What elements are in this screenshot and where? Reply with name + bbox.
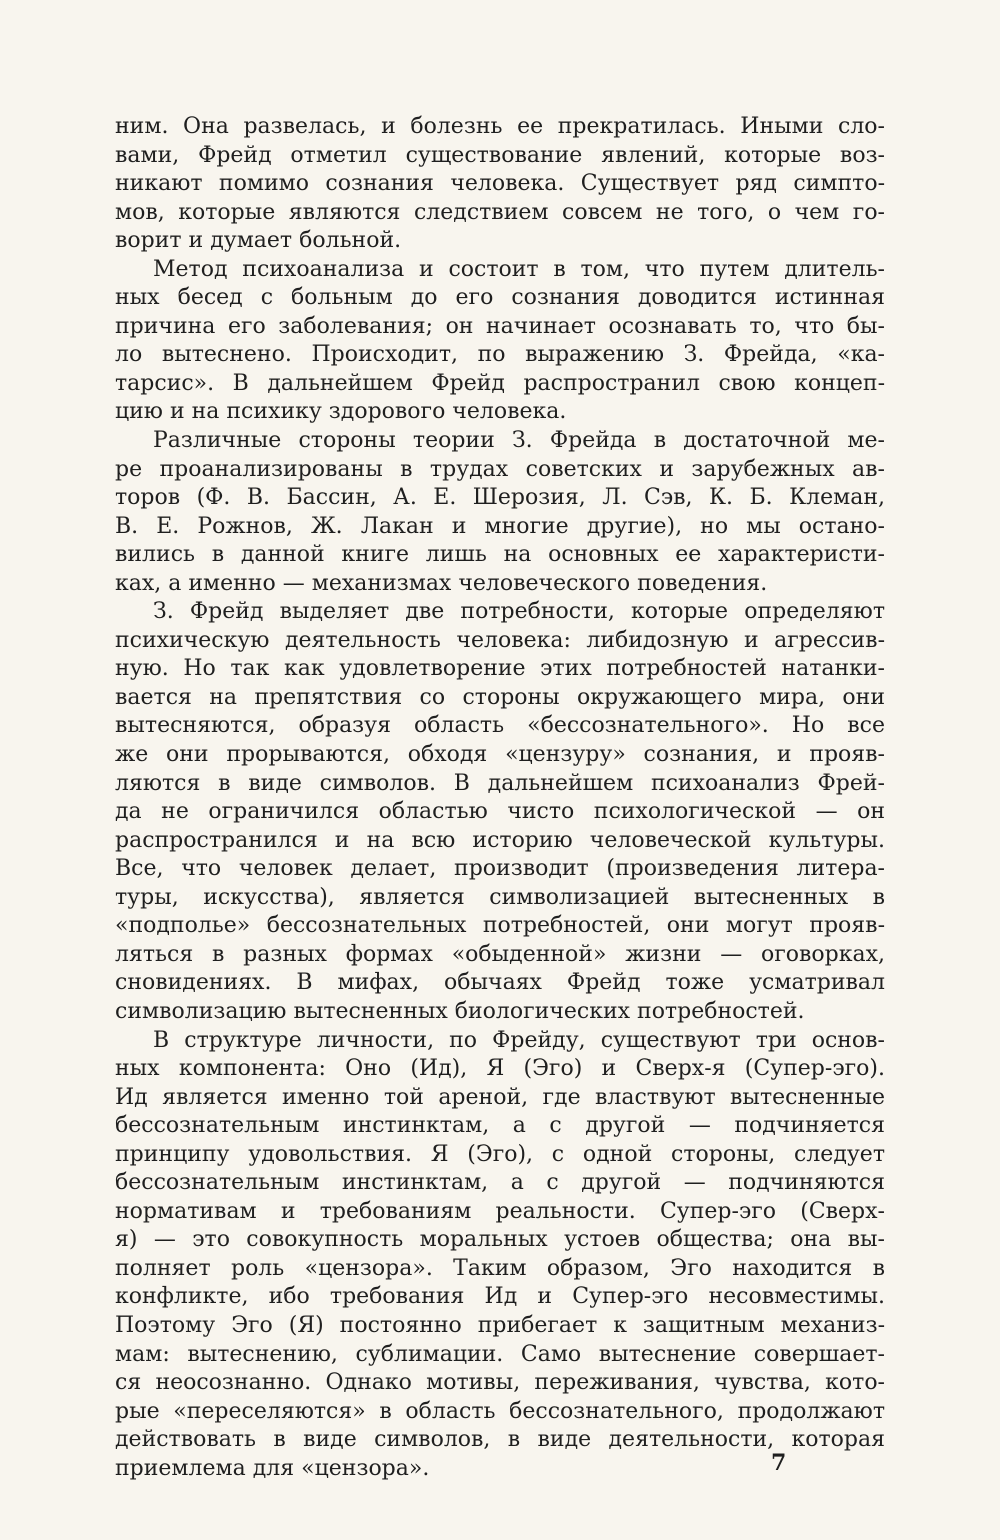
text-line: З. Фрейд выделяет две потребности, которые определяют xyxy=(153,599,885,625)
text-line: вытесняются, образуя область «бессознательного». Но все xyxy=(115,713,885,739)
body-text xyxy=(115,113,885,1483)
text-line: вами, Фрейд отметил существование явлений, которые воз- xyxy=(115,142,885,168)
text-line: принципу удовольствия. Я (Эго), с одной стороны, следует xyxy=(115,1141,885,1167)
text-line: да не ограничился областью чисто психологической — он xyxy=(115,799,885,825)
text-line: распространился и на всю историю человеческой культуры. xyxy=(115,827,885,853)
text-line: ных бесед с больным до его сознания доводится истинная xyxy=(115,285,885,311)
text-line: действовать в виде символов, в виде деятельности, которая xyxy=(115,1427,885,1453)
text-line: же они прорываются, обходя «цензуру» сознания, и прояв- xyxy=(115,742,885,768)
text-line: сновидениях. В мифах, обычаях Фрейд тоже усматривал xyxy=(115,970,885,996)
text-line: ворит и думает больной. xyxy=(115,228,402,254)
text-line: я) — это совокупность моральных устоев общества; она вы- xyxy=(115,1227,885,1253)
text-line: цию и на психику здорового человека. xyxy=(115,399,567,425)
text-line: туры, искусства), является символизацией вытесненных в xyxy=(115,884,885,910)
text-line: «подполье» бессознательных потребностей, они могут прояв- xyxy=(115,913,885,939)
page-number: 7 xyxy=(771,1450,787,1476)
text-line: мов, которые являются следствием совсем не того, о чем го- xyxy=(115,199,885,225)
text-line: ся неосознанно. Однако мотивы, переживания, чувства, кото- xyxy=(115,1370,885,1396)
text-line: тарсис». В дальнейшем Фрейд распространил свою концеп- xyxy=(115,370,885,396)
text-line: ляться в разных формах «обыденной» жизни — оговорках, xyxy=(115,941,885,967)
text-line: вились в данной книге лишь на основных ее характеристи- xyxy=(115,542,885,568)
text-line: ках, а именно — механизмах человеческого поведения. xyxy=(115,570,768,596)
text-line: приемлема для «цензора». xyxy=(115,1455,430,1481)
text-line: Метод психоанализа и состоит в том, что путем длитель- xyxy=(153,256,885,282)
text-line: причина его заболевания; он начинает осознавать то, что бы- xyxy=(115,313,885,339)
text-line: ре проанализированы в трудах советских и зарубежных ав- xyxy=(115,456,885,482)
text-line: Различные стороны теории З. Фрейда в достаточной ме- xyxy=(153,428,885,454)
text-line: мам: вытеснению, сублимации. Само вытеснение совершает- xyxy=(115,1341,885,1367)
text-line: полняет роль «цензора». Таким образом, Эго находится в xyxy=(115,1255,885,1281)
text-line: ляются в виде символов. В дальнейшем психоанализ Фрей- xyxy=(115,770,885,796)
text-line: символизацию вытесненных биологических потребностей. xyxy=(115,998,805,1024)
text-line: ных компонента: Оно (Ид), Я (Эго) и Сверх-я (Супер-эго). xyxy=(115,1056,885,1082)
text-line: В. Е. Рожнов, Ж. Лакан и многие другие), но мы остано- xyxy=(115,513,885,539)
text-line: нормативам и требованиям реальности. Супер-эго (Сверх- xyxy=(115,1198,885,1224)
text-line: ную. Но так как удовлетворение этих потребностей натанки- xyxy=(115,656,885,682)
text-line: никают помимо сознания человека. Существует ряд симпто- xyxy=(115,171,885,197)
text-line: рые «переселяются» в область бессознательного, продолжают xyxy=(115,1398,885,1424)
text-line: ним. Она развелась, и болезнь ее прекратилась. Иными сло- xyxy=(115,114,885,139)
text-line: Все, что человек делает, производит (произведения литера- xyxy=(115,856,885,882)
text-line: конфликте, ибо требования Ид и Супер-эго несовместимы. xyxy=(115,1284,885,1310)
text-line: Поэтому Эго (Я) постоянно прибегает к защитным механиз- xyxy=(115,1312,885,1338)
text-line: Ид является именно той ареной, где властвуют вытесненные xyxy=(115,1084,885,1110)
text-line: В структуре личности, по Фрейду, существуют три основ- xyxy=(153,1027,885,1053)
text-line: бессознательным инстинктам, а с другой — подчиняются xyxy=(115,1170,885,1196)
text-line: торов (Ф. В. Бассин, А. Е. Шерозия, Л. Сэв, К. Б. Клеман, xyxy=(115,485,885,511)
text-line: вается на препятствия со стороны окружающего мира, они xyxy=(115,684,885,710)
text-line: психическую деятельность человека: либидозную и агрессив- xyxy=(115,627,885,653)
text-line: ло вытеснено. Происходит, по выражению З. Фрейда, «ка- xyxy=(115,342,885,368)
text-line: бессознательным инстинктам, а с другой — подчиняется xyxy=(115,1113,885,1139)
